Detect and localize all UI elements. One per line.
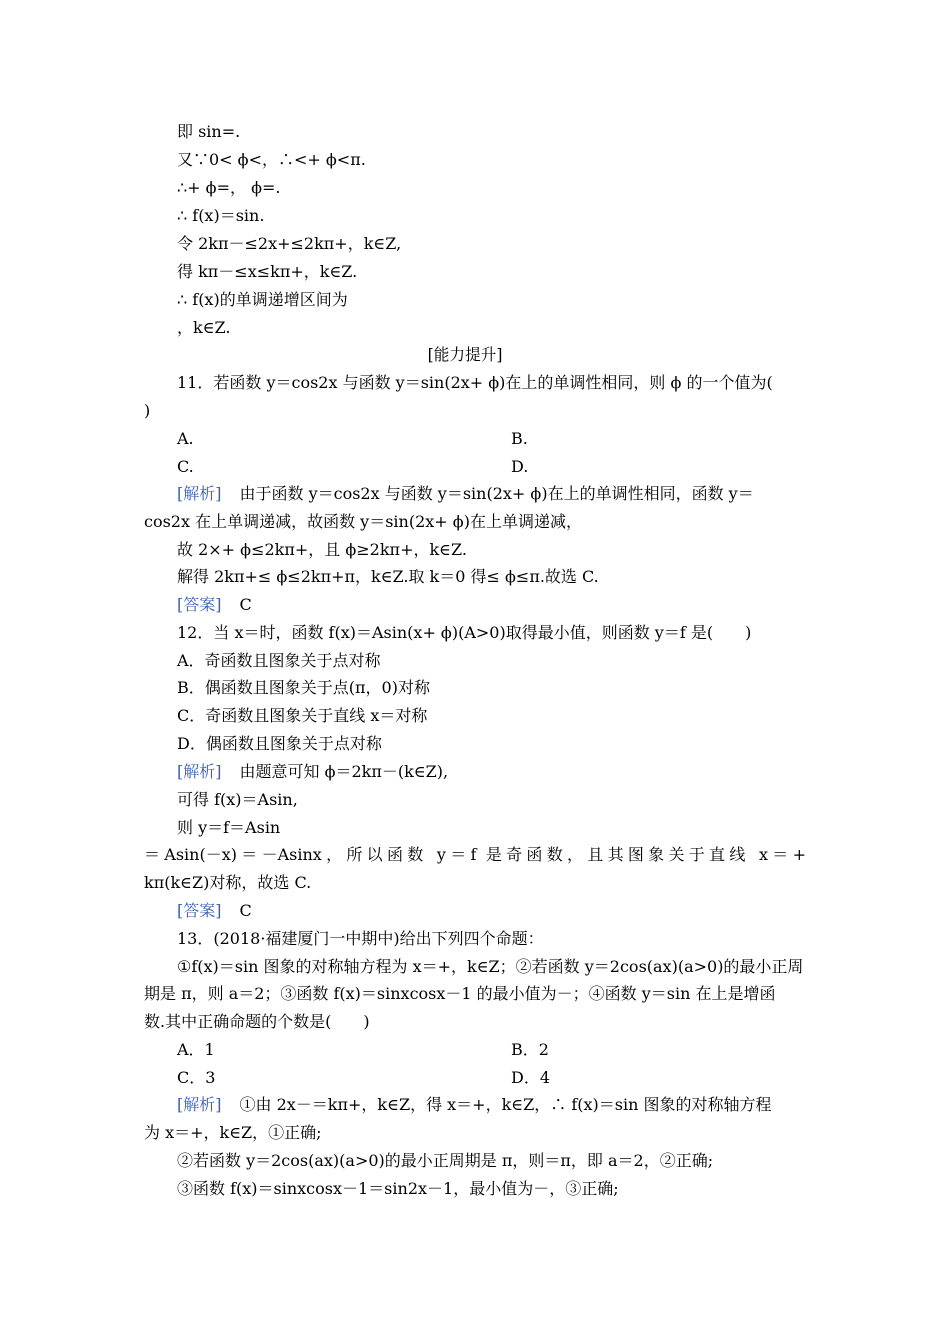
q13-proposition-line: 数.其中正确命题的个数是( ): [144, 1012, 370, 1031]
q12-stem: 12．当 x＝时，函数 f(x)＝Asin(x+ ϕ)(A>0)取得最小值，则函数 y＝f 是( ): [177, 623, 752, 642]
analysis-text: 由题意可知 ϕ＝2kπ－(k∈Z),: [239, 762, 449, 781]
section-title: [能力提升]: [427, 345, 503, 364]
answer-tag: [答案]: [177, 595, 222, 614]
q13-proposition-line: 期是 π，则 a＝2；③函数 f(x)＝sinxcosx－1 的最小值为－；④函数 y＝sin 在上是增函: [144, 984, 776, 1003]
q13-option-a: A．1: [177, 1040, 215, 1059]
answer-value: C: [239, 595, 252, 614]
q12-analysis-line: ＝Asin(－x)＝－Asinx，所以函数 y＝f 是奇函数，且其图象关于直线 x＝+: [144, 845, 806, 864]
answer-value: C: [239, 901, 252, 920]
solution-line: 得 kπ－≤x≤kπ+，k∈Z.: [177, 262, 358, 281]
q12-analysis: [177, 761, 448, 783]
solution-line: ∴ f(x)＝sin.: [177, 206, 265, 225]
q11-option-d: D.: [511, 457, 529, 476]
solution-line: 令 2kπ－≤2x+≤2kπ+，k∈Z,: [177, 234, 402, 253]
q11-analysis-line: 故 2×+ ϕ≤2kπ+，且 ϕ≥2kπ+，k∈Z.: [177, 540, 467, 559]
analysis-tag: [解析]: [177, 762, 222, 781]
analysis-text: 由于函数 y＝cos2x 与函数 y＝sin(2x+ ϕ)在上的单调性相同，函数 y＝: [239, 484, 754, 503]
q11-option-a: A.: [177, 429, 194, 448]
q12-answer: [177, 900, 252, 922]
q13-option-b: B．2: [511, 1040, 549, 1059]
q13-analysis-line: ③函数 f(x)＝sinxcosx－1＝sin2x－1，最小值为－，③正确;: [177, 1179, 619, 1198]
q13-proposition-line: ①f(x)＝sin 图象的对称轴方程为 x＝+，k∈Z；②若函数 y＝2cos(ax)(a>0)的最小正周: [177, 957, 804, 976]
solution-line: ∴ f(x)的单调递增区间为: [177, 290, 348, 309]
solution-line: ，k∈Z.: [177, 318, 231, 337]
solution-line: 即 sin=.: [177, 122, 241, 141]
q13-analysis: [177, 1094, 771, 1116]
q13-analysis-line: ②若函数 y＝2cos(ax)(a>0)的最小正周期是 π，则＝π，即 a＝2，②正确;: [177, 1151, 714, 1170]
q12-option-c: C．奇函数且图象关于直线 x＝对称: [177, 706, 428, 725]
q11-answer: [177, 594, 252, 616]
q11-stem-cont: ): [144, 401, 151, 420]
solution-line: 又∵0< ϕ<，∴<+ ϕ<π.: [177, 150, 366, 169]
q11-option-c: C.: [177, 457, 194, 476]
q13-stem: 13．(2018·福建厦门一中期中)给出下列四个命题：: [177, 929, 544, 948]
q12-option-d: D．偶函数且图象关于点对称: [177, 734, 382, 753]
q11-analysis-line: 解得 2kπ+≤ ϕ≤2kπ+π，k∈Z.取 k＝0 得≤ ϕ≤π.故选 C.: [177, 567, 599, 586]
analysis-text: ①由 2x－＝kπ+，k∈Z，得 x＝+，k∈Z，∴ f(x)＝sin 图象的对称轴方程: [239, 1095, 772, 1114]
q11-option-b: B.: [511, 429, 528, 448]
analysis-tag: [解析]: [177, 484, 222, 503]
solution-line: ∴+ ϕ=， ϕ=.: [177, 178, 281, 197]
q12-analysis-line: 则 y＝f＝Asin: [177, 818, 281, 837]
q13-option-c: C．3: [177, 1068, 216, 1087]
q11-analysis-line: cos2x 在上单调递减，故函数 y＝sin(2x+ ϕ)在上单调递减，: [144, 512, 582, 531]
q12-option-a: A．奇函数且图象关于点对称: [177, 651, 381, 670]
analysis-tag: [解析]: [177, 1095, 222, 1114]
q13-option-d: D．4: [511, 1068, 551, 1087]
q12-analysis-line: 可得 f(x)＝Asin,: [177, 790, 298, 809]
q13-analysis-line: 为 x＝+，k∈Z，①正确;: [144, 1123, 322, 1142]
answer-tag: [答案]: [177, 901, 222, 920]
q11-stem: 11．若函数 y＝cos2x 与函数 y＝sin(2x+ ϕ)在上的单调性相同，则 ϕ 的一个值为(: [177, 373, 773, 392]
q12-option-b: B．偶函数且图象关于点(π，0)对称: [177, 678, 430, 697]
q11-analysis: [177, 483, 754, 505]
q12-analysis-line: kπ(k∈Z)对称，故选 C.: [144, 873, 312, 892]
